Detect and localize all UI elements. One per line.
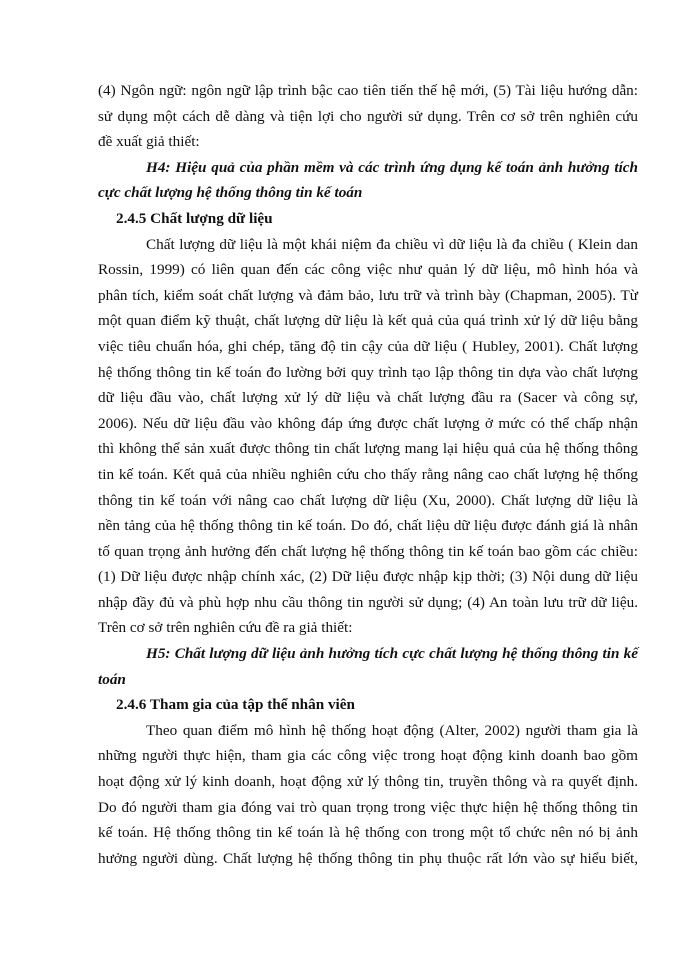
text-line: hưởng người dùng. Chất lượng hệ thống thông tin phụ thuộc rất lớn vào sự hiểu biết, bbox=[98, 849, 638, 867]
text-line: toán bbox=[98, 670, 126, 688]
section-heading bbox=[98, 206, 638, 232]
text-line: những người thực hiện, tham gia các công việc trong hoạt động kinh doanh bao gồm bbox=[98, 747, 638, 765]
paragraph bbox=[98, 232, 638, 642]
text-line: tin kế toán. Kết quả của nhiều nghiên cứu cho thấy rằng nâng cao chất lượng hệ thống bbox=[98, 465, 638, 483]
text-line: (4) Ngôn ngữ: ngôn ngữ lập trình bậc cao tiên tiến thế hệ mới, (5) Tài liệu hướng dẫn: bbox=[98, 82, 638, 99]
text-line: đề xuất giả thiết: bbox=[98, 133, 200, 151]
text-line: một quan điểm kỹ thuật, chất lượng dữ liệu là kết quả của quá trình xử lý dữ liệu bằng bbox=[98, 312, 638, 330]
text-line: sử dụng một cách dễ dàng và tiện lợi cho người sử dụng. Trên cơ sở trên nghiên cứu bbox=[98, 107, 638, 125]
text-line: H5: Chất lượng dữ liệu ảnh hưởng tích cực chất lượng hệ thống thông tin kế bbox=[146, 645, 638, 663]
text-line: hệ thống thông tin kế toán đo lường bởi quy trình tạo lập thông tin dựa vào chất lượng bbox=[98, 363, 638, 381]
text-line: phân tích, kiểm soát chất lượng và đảm bảo, lưu trữ và trình bày (Chapman, 2005). Từ bbox=[98, 286, 638, 304]
text-line: Do đó người tham gia đóng vai trò quan trọng trong việc thực hiện hệ thống thông tin bbox=[98, 798, 638, 816]
text-line: Rossin, 1999) có liên quan đến các công việc như quản lý dữ liệu, mô hình hóa và bbox=[98, 261, 638, 279]
text-line: thì không thể sản xuất được thông tin chất lượng mang lại hiệu quả của hệ thống thông bbox=[98, 440, 638, 458]
text-line: 2.4.5 Chất lượng dữ liệu bbox=[116, 209, 273, 227]
text-line: nền tảng của hệ thống thông tin kế toán. Do đó, chất liệu dữ liệu được đánh giá là nhân bbox=[98, 517, 638, 535]
text-line: H4: Hiệu quả của phần mềm và các trình ứng dụng kế toán ảnh hưởng tích bbox=[146, 158, 638, 176]
text-line: nhập đầy đủ và phù hợp nhu cầu thông tin người sử dụng; (4) An toàn lưu trữ dữ liệu. bbox=[98, 593, 638, 611]
text-line: Trên cơ sở trên nghiên cứu đề ra giả thiết: bbox=[98, 619, 353, 637]
text-line: Theo quan điểm mô hình hệ thống hoạt động (Alter, 2002) người tham gia là bbox=[146, 721, 638, 739]
text-line: cực chất lượng hệ thống thông tin kế toán bbox=[98, 184, 363, 202]
text-line: kế toán. Hệ thống thông tin kế toán là hệ thống con trong một tổ chức nên nó bị ảnh bbox=[98, 824, 638, 842]
paragraph bbox=[98, 78, 638, 155]
text-line: Chất lượng dữ liệu là một khái niệm đa chiều vì dữ liệu là đa chiều ( Klein dan bbox=[146, 235, 638, 253]
text-line: việc tiêu chuẩn hóa, ghi chép, tăng độ tin cậy của dữ liệu ( Hubley, 2001). Chất lượng bbox=[98, 337, 638, 355]
text-line: tố quan trọng ảnh hưởng đến chất lượng hệ thống thông tin kế toán bao gồm các chiều: bbox=[98, 542, 638, 560]
hypothesis bbox=[98, 155, 638, 206]
text-line: hoạt động xử lý kinh doanh, hoạt động xử lý thông tin, truyền thông và ra quyết định. bbox=[98, 773, 638, 791]
document-page bbox=[98, 78, 638, 871]
text-line: (1) Dữ liệu được nhập chính xác, (2) Dữ liệu được nhập kịp thời; (3) Nội dung dữ liệu bbox=[98, 568, 638, 586]
text-line: thông tin kế toán với nâng cao chất lượng dữ liệu (Xu, 2000). Chất lượng dữ liệu là bbox=[98, 491, 638, 509]
text-line: 2.4.6 Tham gia của tập thể nhân viên bbox=[116, 696, 355, 714]
hypothesis bbox=[98, 641, 638, 692]
text-line: dữ liệu đầu vào, chất lượng xử lý dữ liệu và chất lượng đầu ra (Sacer và công sự, bbox=[98, 389, 638, 407]
section-heading bbox=[98, 692, 638, 718]
paragraph bbox=[98, 718, 638, 872]
text-line: 2006). Nếu dữ liệu đầu vào không đáp ứng được chất lượng ở mức có thể chấp nhận bbox=[98, 414, 638, 432]
